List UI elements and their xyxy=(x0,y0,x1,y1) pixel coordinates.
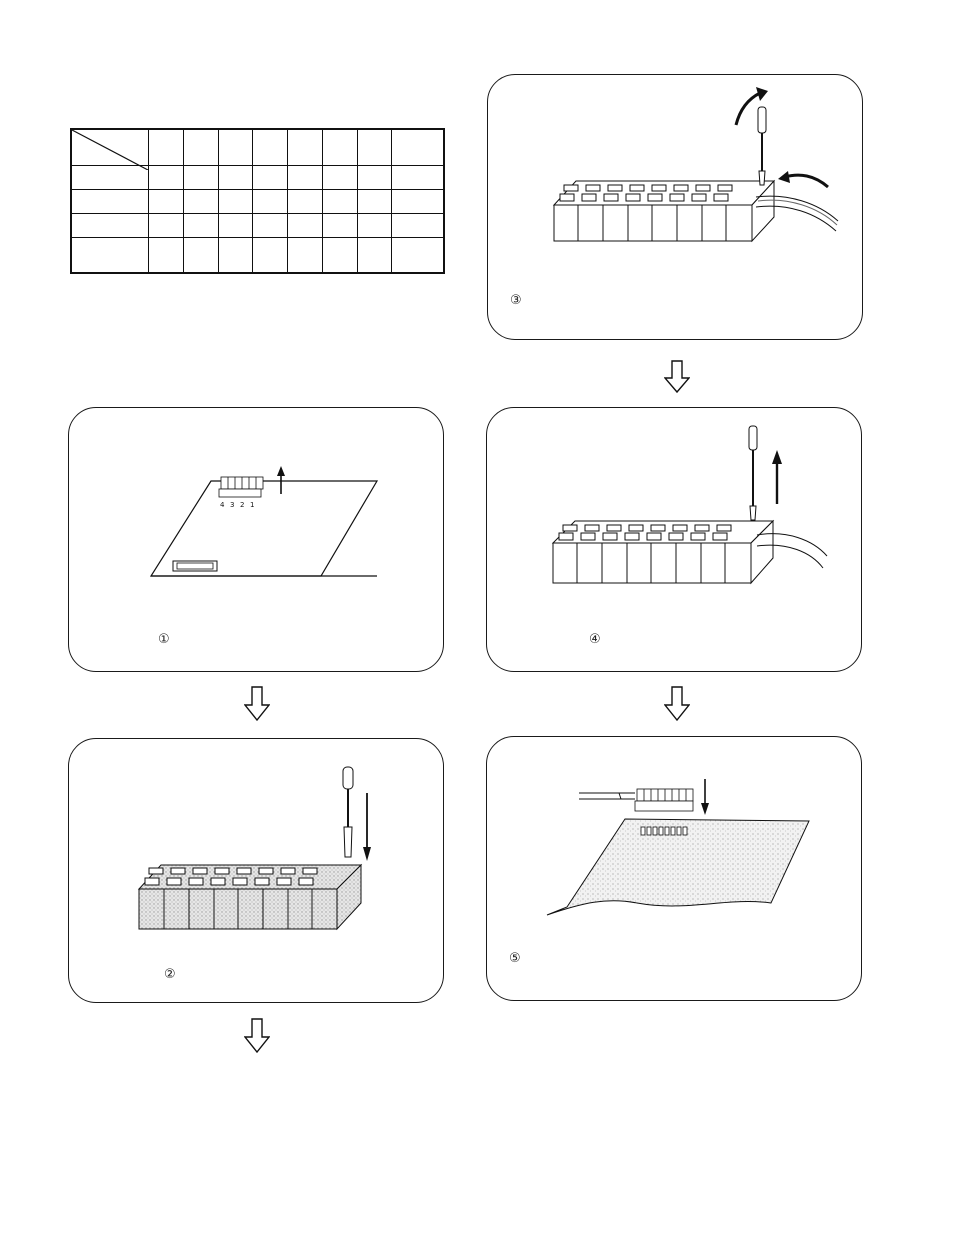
table-cell xyxy=(357,165,392,189)
table-cell xyxy=(288,237,323,273)
table-cell xyxy=(322,237,357,273)
circuit-board xyxy=(151,481,377,576)
step-2-panel xyxy=(68,738,444,1003)
step-4-illustration xyxy=(487,408,863,673)
step-4-number: ④ xyxy=(589,632,601,647)
diagonal-line xyxy=(72,130,148,170)
table-cell xyxy=(218,213,253,237)
switch-label-3: 3 xyxy=(230,501,235,509)
switch-number-labels xyxy=(220,501,254,509)
table-cell xyxy=(288,213,323,237)
step-5-panel xyxy=(486,736,862,1001)
screwdriver-icon xyxy=(343,767,353,857)
down-arrow-icon xyxy=(664,360,690,394)
table-cell xyxy=(392,213,444,237)
switch-label-2: 2 xyxy=(240,501,245,509)
table-cell xyxy=(218,165,253,189)
insert-arrow-icon xyxy=(778,171,828,187)
table-cell xyxy=(322,129,357,165)
up-arrow-icon xyxy=(277,466,285,494)
table-cell xyxy=(322,165,357,189)
table-cell xyxy=(253,213,288,237)
table-cell xyxy=(392,237,444,273)
table-cell xyxy=(357,213,392,237)
table-cell xyxy=(149,237,184,273)
table-cell xyxy=(392,129,444,165)
table-cell xyxy=(71,189,149,213)
table-cell xyxy=(392,189,444,213)
step-1-panel xyxy=(68,407,444,672)
table-cell xyxy=(149,213,184,237)
step-4-panel xyxy=(486,407,862,672)
switch-label-1: 1 xyxy=(250,501,255,509)
table-cell xyxy=(253,129,288,165)
step-5-illustration xyxy=(487,737,863,1002)
table-cell xyxy=(183,165,218,189)
connector-block xyxy=(553,521,773,583)
down-arrow-icon xyxy=(664,686,690,722)
down-arrow-small-icon xyxy=(701,779,709,815)
down-arrow-small-icon xyxy=(363,793,371,861)
table-cell xyxy=(288,189,323,213)
table-cell xyxy=(253,189,288,213)
table-cell xyxy=(322,213,357,237)
step-2-illustration xyxy=(69,739,445,1004)
screwdriver-icon xyxy=(749,426,757,520)
switch-label-4: 4 xyxy=(220,501,225,509)
table-cell xyxy=(253,237,288,273)
table-cell xyxy=(218,189,253,213)
table-cell xyxy=(218,237,253,273)
step-1-number: ① xyxy=(158,632,170,647)
step-2-number: ② xyxy=(164,967,176,982)
table-cell xyxy=(288,129,323,165)
table-cell xyxy=(149,189,184,213)
down-arrow-icon xyxy=(244,686,270,722)
table-row xyxy=(71,129,444,165)
table-cell xyxy=(322,189,357,213)
table-cell xyxy=(288,165,323,189)
step-1-illustration xyxy=(69,408,445,673)
table-cell xyxy=(71,213,149,237)
up-arrow-icon xyxy=(772,450,782,504)
dip-switch xyxy=(219,477,263,497)
table-cell xyxy=(183,129,218,165)
table-cell xyxy=(357,189,392,213)
down-arrow-icon xyxy=(244,1018,270,1054)
table-cell xyxy=(392,165,444,189)
screwdriver-icon xyxy=(758,107,766,185)
table-row xyxy=(71,213,444,237)
step-5-number: ⑤ xyxy=(509,951,521,966)
connector-small xyxy=(635,789,693,811)
table-cell xyxy=(149,129,184,165)
table-cell xyxy=(218,129,253,165)
table-cell xyxy=(183,189,218,213)
table-cell xyxy=(253,165,288,189)
setting-table xyxy=(70,128,445,274)
connector-block-shaded xyxy=(139,865,361,929)
table-cell xyxy=(71,237,149,273)
table-cell xyxy=(357,129,392,165)
table-row xyxy=(71,237,444,273)
step-3-number: ③ xyxy=(510,293,522,308)
step-3-illustration xyxy=(488,75,864,341)
table-cell xyxy=(183,213,218,237)
connector-block xyxy=(554,181,774,241)
table-corner-cell xyxy=(71,129,149,165)
table-row xyxy=(71,189,444,213)
table-cell xyxy=(357,237,392,273)
table-cell xyxy=(149,165,184,189)
step-3-panel xyxy=(487,74,863,340)
table-cell xyxy=(183,237,218,273)
cable xyxy=(579,793,635,799)
